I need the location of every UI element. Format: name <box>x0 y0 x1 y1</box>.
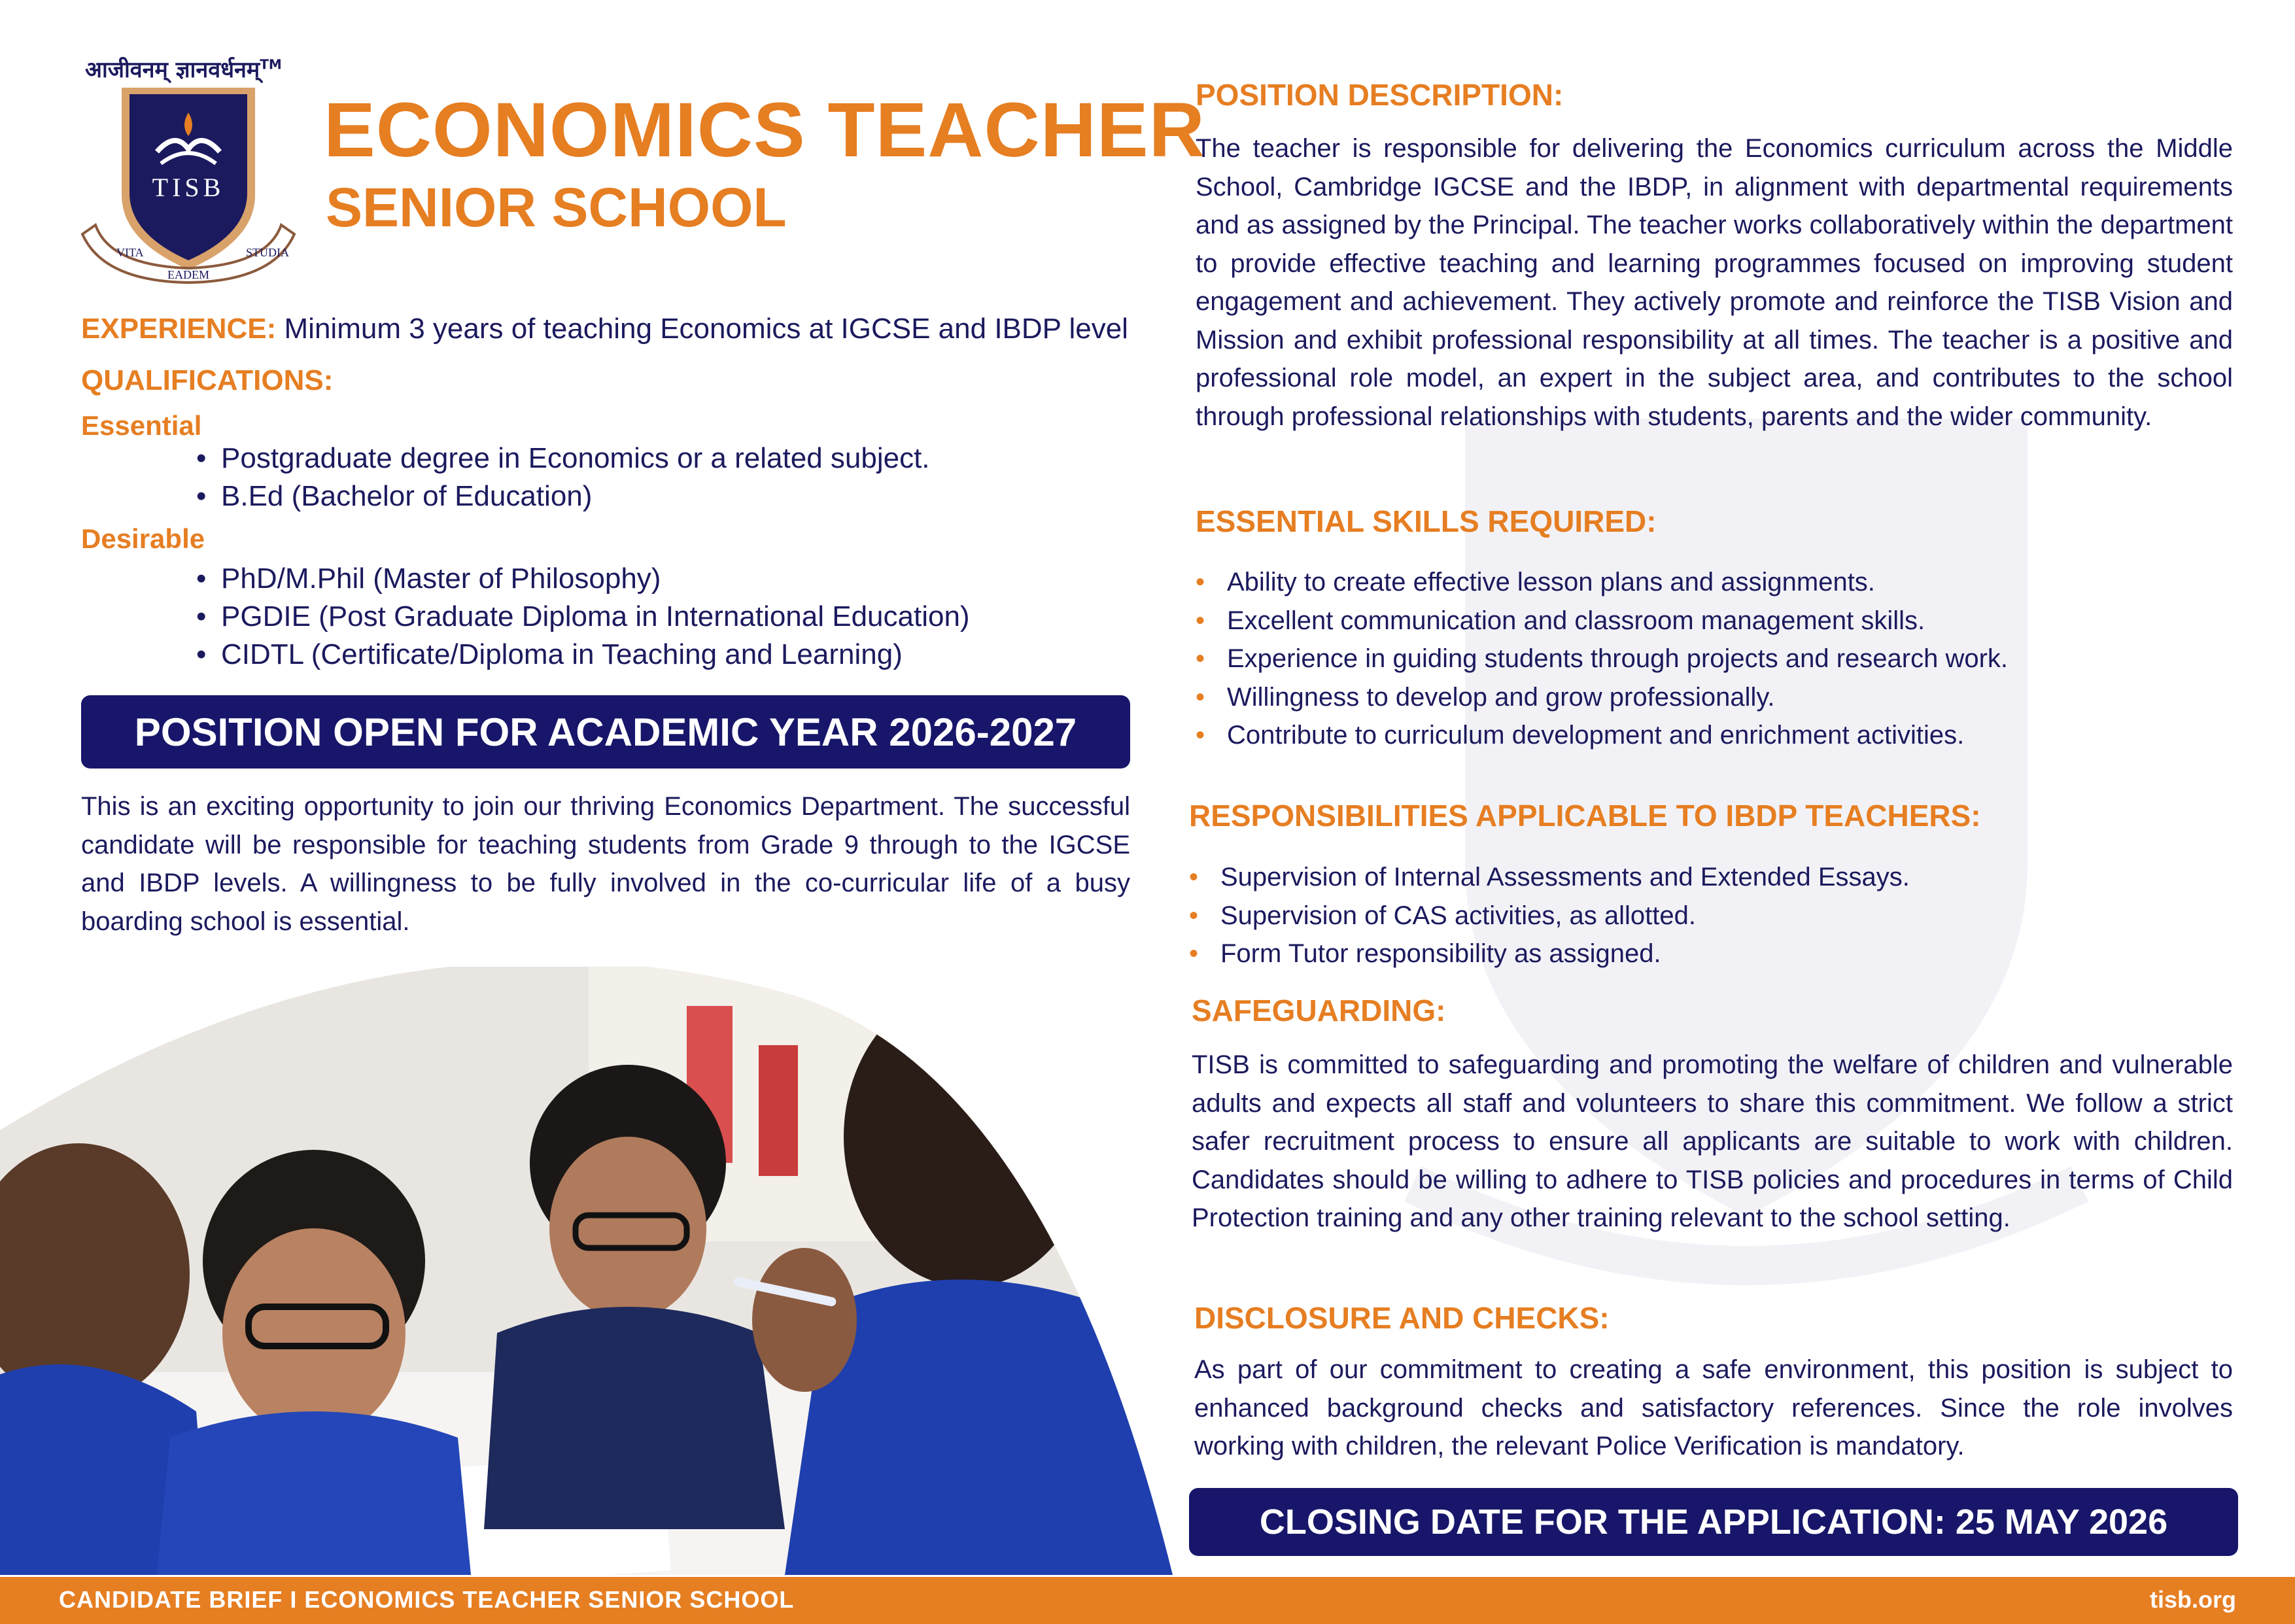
list-item: • Form Tutor responsibility as assigned. <box>1189 935 1910 973</box>
list-item: • Willingness to develop and grow professionally. <box>1196 678 2008 717</box>
ribbon-center: EADEM <box>167 268 209 281</box>
list-item: • Experience in guiding students through projects and research work. <box>1196 640 2008 678</box>
closing-date-banner: CLOSING DATE FOR THE APPLICATION: 25 MAY 2026 <box>1189 1488 2238 1556</box>
intro-paragraph: This is an exciting opportunity to join our thriving Economics Department. The successful candidate will be responsible for teaching students from Grade 9 through to the IGCSE and IBDP levels. A willingness to be fully involved in the co-curricular life of a busy boarding school is essential. <box>81 792 1130 936</box>
desirable-label: Desirable <box>81 523 205 554</box>
responsibilities-list <box>1189 858 1910 973</box>
footer-bar <box>0 1577 2295 1624</box>
position-open-banner: POSITION OPEN FOR ACADEMIC YEAR 2026-2027 <box>81 695 1130 769</box>
essential-qualifications-list <box>196 440 930 515</box>
disclosure-heading: DISCLOSURE AND CHECKS: <box>1194 1301 1610 1335</box>
list-item: • PhD/M.Phil (Master of Philosophy) <box>196 560 970 598</box>
list-item: • Ability to create effective lesson plans and assignments. <box>1196 563 2008 602</box>
position-description-text: The teacher is responsible for delivering the Economics curriculum across the Middle School, Cambridge IGCSE and the IBDP, in alignment with departmental requirements and as assigned by the Principal. The teacher works collaboratively within the department to provide effective teaching and learning programmes focused on improving student engagement and achievement. They actively promote and reinforce the TISB Vision and Mission and exhibit professional responsibility at all times. The teacher is a positive and professional role model, an expert in the subject area, and contributes to the school through professional relationships with students, parents and the wider community. <box>1196 134 2233 431</box>
students-illustration <box>0 967 1173 1575</box>
list-item: • Postgraduate degree in Economics or a related subject. <box>196 440 930 477</box>
list-item: • Supervision of Internal Assessments and Extended Essays. <box>1189 858 1910 897</box>
school-crest-logo <box>77 85 300 288</box>
experience-text: Minimum 3 years of teaching Economics at IGCSE and IBDP level <box>276 313 1128 345</box>
list-item: • PGDIE (Post Graduate Diploma in International Education) <box>196 598 970 636</box>
school-motto: आजीवनम् ज्ञानवर्धनम्™ <box>85 56 282 83</box>
desirable-qualifications-list <box>196 560 970 674</box>
list-item: • Excellent communication and classroom management skills. <box>1196 602 2008 640</box>
crest-text: TISB <box>152 173 225 202</box>
essential-label: Essential <box>81 410 202 441</box>
students-photo <box>0 967 1173 1575</box>
experience-label: EXPERIENCE: <box>81 313 277 345</box>
experience-line <box>81 313 1128 345</box>
essential-skills-list <box>1196 563 2008 755</box>
list-item: • Contribute to curriculum development and enrichment activities. <box>1196 716 2008 755</box>
footer-left-text: CANDIDATE BRIEF I ECONOMICS TEACHER SENIOR SCHOOL <box>59 1586 795 1613</box>
page-subtitle: SENIOR SCHOOL <box>326 177 787 238</box>
position-description-heading: POSITION DESCRIPTION: <box>1196 78 1564 112</box>
safeguarding-heading: SAFEGUARDING: <box>1192 993 1446 1028</box>
list-item: • B.Ed (Bachelor of Education) <box>196 477 930 515</box>
list-item: • Supervision of CAS activities, as allotted. <box>1189 897 1910 935</box>
qualifications-heading: QUALIFICATIONS: <box>81 364 334 396</box>
ribbon-right: STUDIA <box>246 246 289 259</box>
list-item: • CIDTL (Certificate/Diploma in Teaching and Learning) <box>196 636 970 674</box>
safeguarding-text: TISB is committed to safeguarding and promoting the welfare of children and vulnerable adults and expects all staff and volunteers to share this commitment. We follow a strict safer recruitment process to ensure all applicants are suitable to work with children. Candidates should be willing to adhere to TISB policies and procedures in terms of Child Protection training and any other training relevant to the school setting. <box>1192 1050 2233 1232</box>
page-title: ECONOMICS TEACHER <box>324 87 1205 173</box>
responsibilities-heading: RESPONSIBILITIES APPLICABLE TO IBDP TEACHERS: <box>1189 799 1981 833</box>
footer-website-link[interactable]: tisb.org <box>2150 1586 2236 1613</box>
disclosure-text: As part of our commitment to creating a safe environment, this position is subject to enhanced background checks and satisfactory references. Since the role involves working with children, the relevant Police Verification is mandatory. <box>1194 1355 2233 1460</box>
ribbon-left: VITA <box>116 246 144 259</box>
essential-skills-heading: ESSENTIAL SKILLS REQUIRED: <box>1196 504 1657 538</box>
